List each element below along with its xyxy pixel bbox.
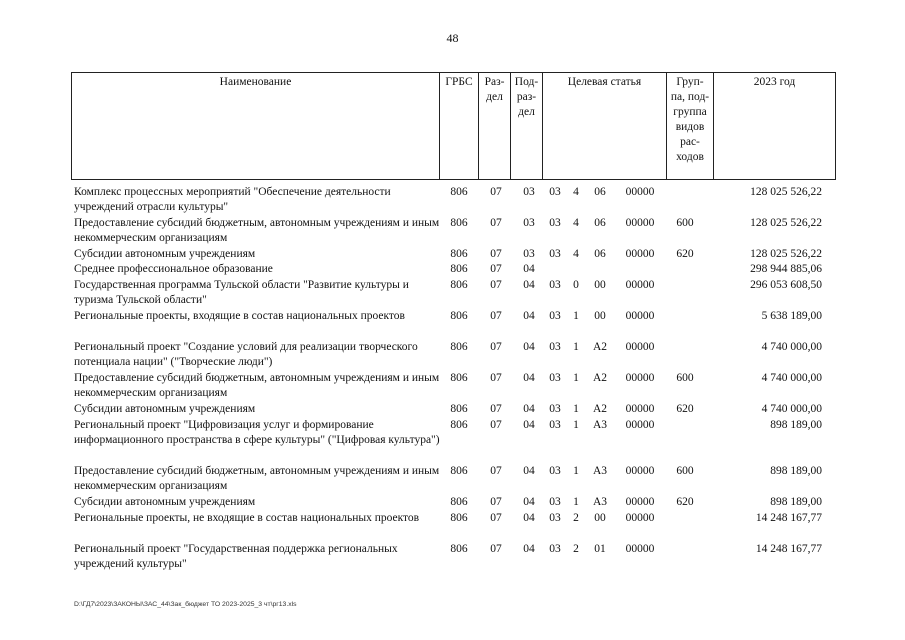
row-t1: 03 [549,372,561,384]
row-t4: 00000 [625,465,655,477]
table-row [74,340,834,371]
row-amount: 296 053 608,50 [750,279,822,291]
row-name: Среднее профессиональное образование [74,263,273,275]
row-name: Региональные проекты, входящие в состав национальных проектов [74,310,405,322]
table-header [71,72,836,180]
row-t1: 03 [549,310,561,322]
row-amount: 14 248 167,77 [755,543,822,555]
header-name: Наименование [72,73,440,180]
row-name: Региональный проект "Создание условий для реализации творческого потенциала нации" ("Творческие люди") [74,341,418,368]
row-amount: 4 740 000,00 [761,341,822,353]
row-razdel: 07 [490,263,502,275]
row-razdel: 07 [490,341,502,353]
table-row [74,495,834,511]
row-t2: 4 [573,186,579,198]
row-t1: 03 [549,496,561,508]
row-t1: 03 [549,279,561,291]
header-vid: Груп- па, под- группа видов рас- ходов [667,73,714,180]
row-t2: 2 [573,512,579,524]
row-podrazdel: 03 [523,217,535,229]
row-podrazdel: 04 [523,496,535,508]
table-row [74,542,834,573]
row-t1: 03 [549,217,561,229]
row-t3: 06 [594,217,606,229]
row-t3: А2 [592,403,608,415]
row-razdel: 07 [490,419,502,431]
row-grbs: 806 [450,419,468,431]
row-amount: 128 025 526,22 [750,217,822,229]
row-t2: 1 [573,341,579,353]
row-name: Субсидии автономным учреждениям [74,248,256,260]
row-t2: 0 [573,279,579,291]
header-razdel: Раз- дел [479,73,511,180]
row-razdel: 07 [490,310,502,322]
row-t3: 06 [594,186,606,198]
row-t4: 00000 [625,186,655,198]
row-podrazdel: 04 [523,512,535,524]
row-grbs: 806 [450,186,468,198]
row-vid: 600 [676,465,694,477]
row-grbs: 806 [450,248,468,260]
table-row [74,216,834,247]
table-row [74,185,834,216]
row-razdel: 07 [490,186,502,198]
row-t3: А2 [592,372,608,384]
table-row [74,402,834,418]
row-t4: 00000 [625,403,655,415]
row-razdel: 07 [490,403,502,415]
row-t1: 03 [549,186,561,198]
page-number: 48 [446,31,459,45]
table-row [74,309,834,340]
footer-file-path: D:\ГД7\2023\ЗАКОНЫ\ЗАС_44\Зак_бюджет ТО 2023-2025_3 чт\рг13.xls [74,601,297,608]
row-name: Предоставление субсидий бюджетным, автономным учреждениям и иным некоммерческим организациям [74,217,440,244]
row-name: Государственная программа Тульской области "Развитие культуры и туризма Тульской области" [74,279,409,306]
row-amount: 4 740 000,00 [761,403,822,415]
row-t3: 00 [594,310,606,322]
row-t3: 00 [594,279,606,291]
row-grbs: 806 [450,465,468,477]
row-t4: 00000 [625,341,655,353]
row-grbs: 806 [450,496,468,508]
row-amount: 128 025 526,22 [750,248,822,260]
row-podrazdel: 04 [523,419,535,431]
row-t1: 03 [549,419,561,431]
row-t2: 1 [573,403,579,415]
row-podrazdel: 04 [523,403,535,415]
row-vid: 620 [676,496,694,508]
row-t2: 1 [573,372,579,384]
row-grbs: 806 [450,279,468,291]
row-name: Региональные проекты, не входящие в состав национальных проектов [74,512,420,524]
row-razdel: 07 [490,279,502,291]
table-row [74,262,834,278]
row-grbs: 806 [450,310,468,322]
row-t4: 00000 [625,372,655,384]
row-vid: 600 [676,217,694,229]
row-t1: 03 [549,248,561,260]
row-amount: 128 025 526,22 [750,186,822,198]
row-podrazdel: 04 [523,310,535,322]
row-t2: 2 [573,543,579,555]
header-grbs: ГРБС [440,73,479,180]
table-row [74,247,834,262]
row-razdel: 07 [490,248,502,260]
row-amount: 298 944 885,06 [750,263,822,275]
table-row [74,278,834,309]
row-t2: 4 [573,217,579,229]
table-row [74,371,834,402]
row-name: Региональный проект "Государственная поддержка региональных учреждений культуры" [74,543,398,570]
row-t3: А2 [592,341,608,353]
row-t2: 1 [573,496,579,508]
row-t2: 4 [573,248,579,260]
row-amount: 5 638 189,00 [761,310,822,322]
row-t4: 00000 [625,279,655,291]
header-target: Целевая статья [543,73,667,180]
row-podrazdel: 04 [523,341,535,353]
row-amount: 14 248 167,77 [755,512,822,524]
row-grbs: 806 [450,403,468,415]
row-name: Субсидии автономным учреждениям [74,403,256,415]
row-grbs: 806 [450,217,468,229]
row-grbs: 806 [450,341,468,353]
table-row [74,511,834,542]
row-t1: 03 [549,341,561,353]
row-t2: 1 [573,465,579,477]
row-grbs: 806 [450,543,468,555]
row-t1: 03 [549,543,561,555]
row-amount: 898 189,00 [770,465,822,477]
row-razdel: 07 [490,372,502,384]
row-amount: 898 189,00 [770,496,822,508]
row-podrazdel: 03 [523,186,535,198]
row-t3: 06 [594,248,606,260]
row-name: Комплекс процессных мероприятий "Обеспечение деятельности учреждений отрасли культуры" [74,186,391,213]
row-t2: 1 [573,419,579,431]
row-t4: 00000 [625,217,655,229]
row-razdel: 07 [490,217,502,229]
row-razdel: 07 [490,543,502,555]
row-t4: 00000 [625,310,655,322]
row-vid: 600 [676,372,694,384]
header-podrazdel: Под- раз- дел [511,73,543,180]
row-t4: 00000 [625,496,655,508]
row-podrazdel: 03 [523,248,535,260]
row-razdel: 07 [490,496,502,508]
row-amount: 4 740 000,00 [761,372,822,384]
row-podrazdel: 04 [523,465,535,477]
row-t2: 1 [573,310,579,322]
row-podrazdel: 04 [523,263,535,275]
row-t3: А3 [592,419,608,431]
row-podrazdel: 04 [523,543,535,555]
row-t3: А3 [592,496,608,508]
row-t3: А3 [592,465,608,477]
row-vid: 620 [676,248,694,260]
row-t1: 03 [549,465,561,477]
row-grbs: 806 [450,372,468,384]
row-t3: 01 [594,543,606,555]
row-t4: 00000 [625,248,655,260]
row-name: Региональный проект "Цифровизация услуг и формирование информационного пространства в сфере культуры" ("Цифровая культура") [74,419,440,446]
row-vid: 620 [676,403,694,415]
row-razdel: 07 [490,465,502,477]
row-t1: 03 [549,512,561,524]
row-t1: 03 [549,403,561,415]
row-t4: 00000 [625,543,655,555]
table-row [74,464,834,495]
row-grbs: 806 [450,263,468,275]
header-year: 2023 год [714,73,836,180]
row-grbs: 806 [450,512,468,524]
row-name: Предоставление субсидий бюджетным, автономным учреждениям и иным некоммерческим организациям [74,465,440,492]
table-row [74,418,834,464]
row-podrazdel: 04 [523,279,535,291]
row-podrazdel: 04 [523,372,535,384]
row-razdel: 07 [490,512,502,524]
row-t4: 00000 [625,419,655,431]
row-t3: 00 [594,512,606,524]
row-amount: 898 189,00 [770,419,822,431]
row-t4: 00000 [625,512,655,524]
row-name: Предоставление субсидий бюджетным, автономным учреждениям и иным некоммерческим организациям [74,372,440,399]
row-name: Субсидии автономным учреждениям [74,496,256,508]
